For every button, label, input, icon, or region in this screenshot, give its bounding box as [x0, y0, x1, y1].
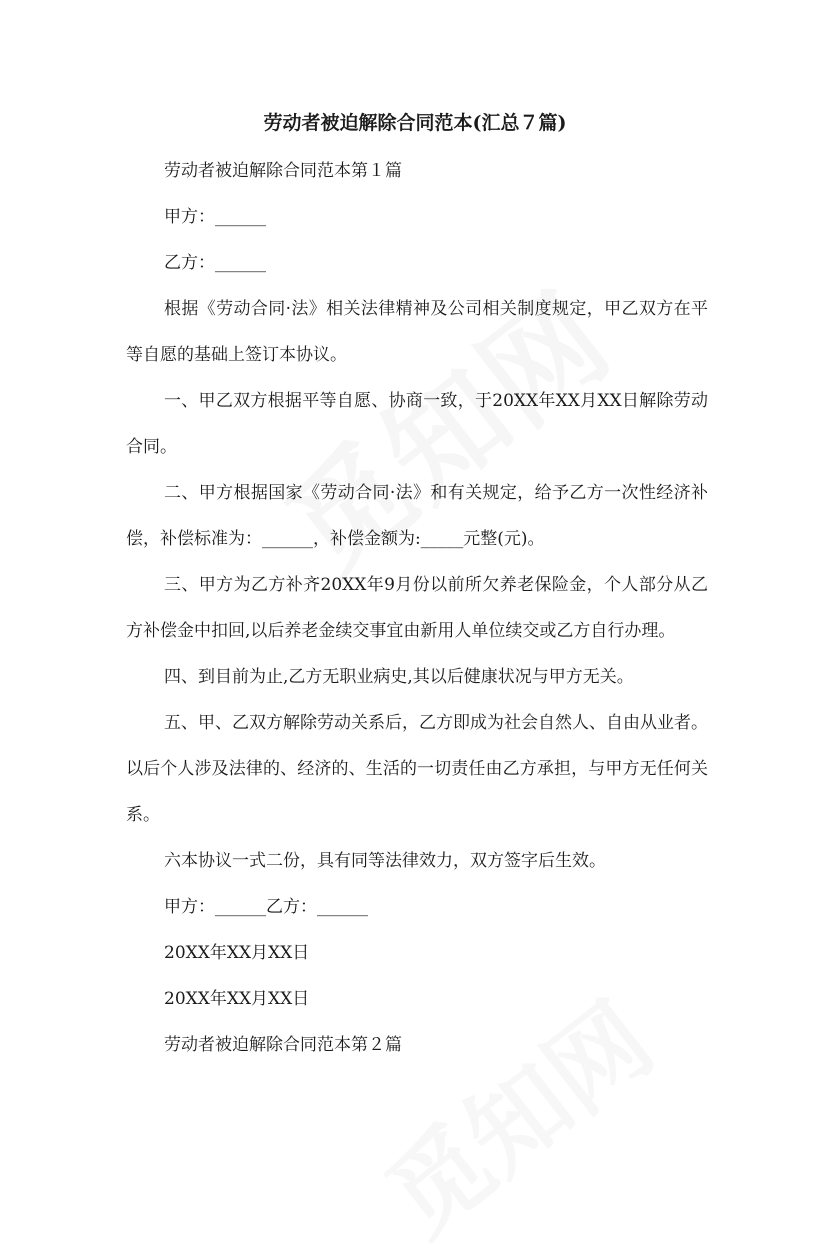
- date-line-1: 20XX年XX月XX日: [164, 943, 310, 963]
- clause-2: 二、甲方根据国家《劳动合同·法》和有关规定，给予乙方一次性经济补偿，补偿标准为：______，补偿金额为:_____元整(元)。: [126, 483, 708, 549]
- clause-1: 一、甲乙双方根据平等自愿、协商一致，于20XX年XX月XX日解除劳动合同。: [126, 391, 708, 457]
- document-title: 劳动者被迫解除合同范本(汇总７篇): [263, 112, 567, 134]
- party-b-line: 乙方：______: [164, 253, 266, 273]
- clause-4: 四、到目前为止,乙方无职业病史,其以后健康状况与甲方无关。: [164, 667, 634, 687]
- document-body: [126, 148, 708, 1068]
- section-heading-1: 劳动者被迫解除合同范本第１篇: [164, 161, 402, 181]
- intro-paragraph: 根据《劳动合同·法》相关法律精神及公司相关制度规定，甲乙双方在平等自愿的基础上签订本协议。: [126, 299, 708, 365]
- party-a-line: 甲方：______: [164, 207, 266, 227]
- date-line-2: 20XX年XX月XX日: [164, 989, 310, 1009]
- section-heading-2: 劳动者被迫解除合同范本第２篇: [164, 1035, 402, 1055]
- clause-3: 三、甲方为乙方补齐20XX年9月份以前所欠养老保险金，个人部分从乙方补偿金中扣回,以后养老金续交事宜由新用人单位续交或乙方自行办理。: [126, 575, 708, 641]
- clause-6: 六本协议一式二份，具有同等法律效力，双方签字后生效。: [164, 851, 606, 871]
- clause-5: 五、甲、乙双方解除劳动关系后，乙方即成为社会自然人、自由从业者。以后个人涉及法律的、经济的、生活的一切责任由乙方承担，与甲方无任何关系。: [126, 713, 708, 825]
- signature-line: 甲方：______乙方：______: [164, 897, 368, 917]
